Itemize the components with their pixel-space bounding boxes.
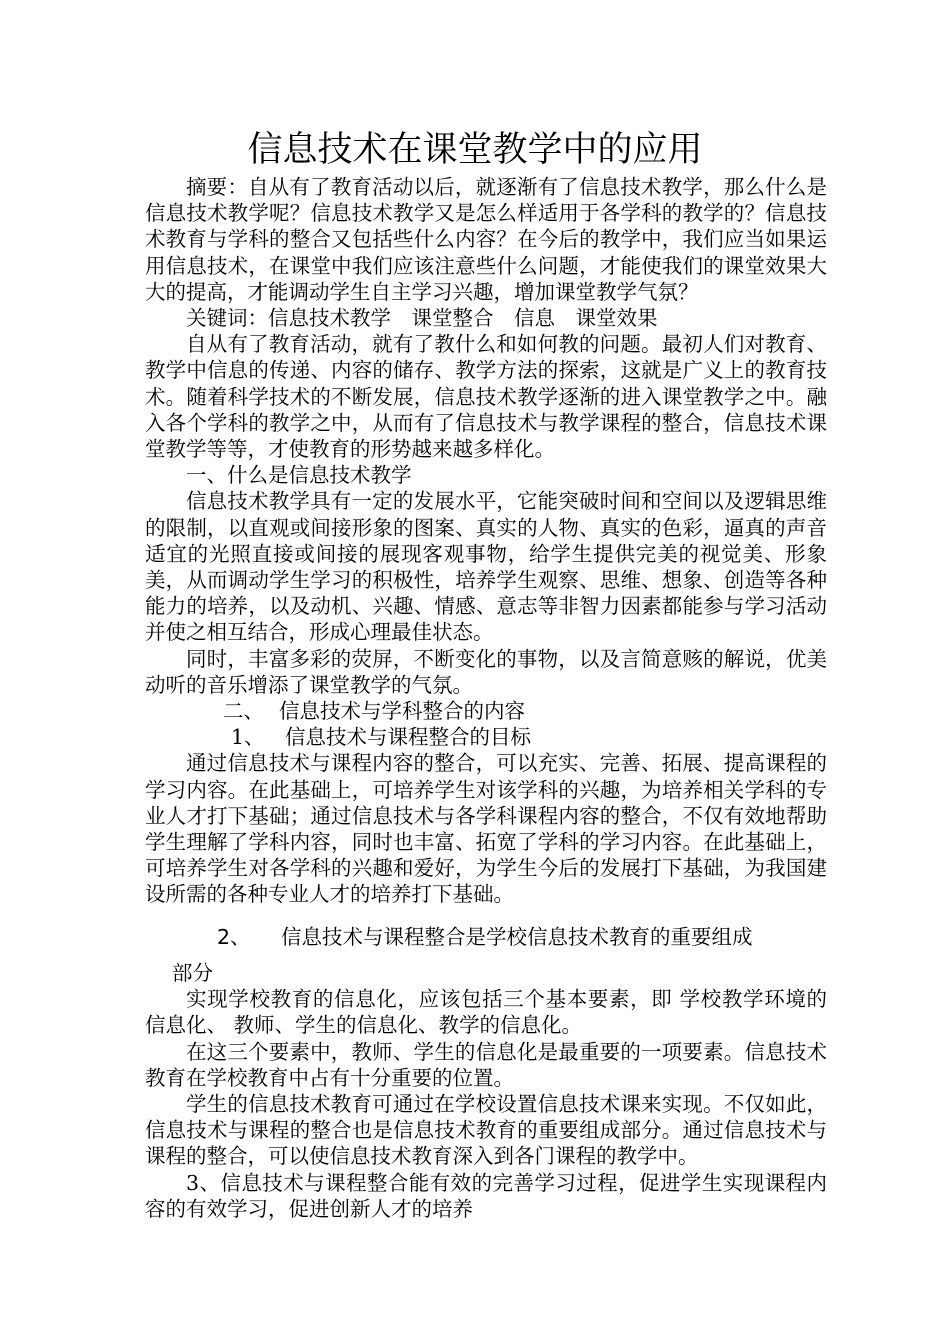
document-body [145,174,827,1222]
subsection2-number: 2、 [217,924,251,949]
intro-paragraph: 自从有了教育活动，就有了教什么和如何教的问题。最初人们对教育、教学中信息的传递、内容的储存、教学方法的探索，这就是广义上的教育技术。随着科学技术的不断发展，信息技术教学逐渐的进入课堂教学之中。融入各个学科的教学之中，从而有了信息技术与教学课程的整合，信息技术课堂教学等等，才使教育的形势越来越多样化。 [145,332,827,462]
subsection1-number: 1、 [231,725,265,750]
subsection1-paragraph: 通过信息技术与课程内容的整合，可以充实、完善、拓展、提高课程的学习内容。在此基础上，可培养学生对该学科的兴趣，为培养相关学科的专业人才打下基础；通过信息技术与各学科课程内容的整合，不仅有效地帮助学生理解了学科内容，同时也丰富、拓宽了学科的学习内容。在此基础上，可培养学生对各学科的兴趣和爱好，为学生今后的发展打下基础，为我国建设所需的各种专业人才的培养打下基础。 [145,751,827,907]
section1-heading: 一、什么是信息技术教学 [186,463,412,488]
subsection2-paragraph-1: 实现学校教育的信息化，应该包括三个基本要素，即 学校教学环境的信息化、 教师、学生的信息化、教学的信息化。 [145,987,827,1038]
section2-heading [145,698,827,724]
subsection2-heading-continuation: 部分 [172,960,213,985]
subsection2-heading [145,924,827,950]
section1-paragraph-1: 信息技术教学具有一定的发展水平，它能突破时间和空间以及逻辑思维的限制，以直观或间接形象的图案、真实的人物、真实的色彩，逼真的声音适宜的光照直接或间接的展现客观事物，给学生提供完美的视觉美、形象美，从而调动学生学习的积极性，培养学生观察、思维、想象、创造等各种能力的培养，以及动机、兴趣、情感、意志等非智力因素都能参与学习活动并使之相互结合，形成心理最佳状态。 [145,489,827,645]
subsection2-paragraph-3: 学生的信息技术教育可通过在学校设置信息技术课来实现。不仅如此，信息技术与课程的整合也是信息技术教育的重要组成部分。通过信息技术与课程的整合，可以使信息技术教育深入到各门课程的教学中。 [145,1091,827,1169]
section1-paragraph-2: 同时，丰富多彩的荧屏，不断变化的事物，以及言简意赅的解说，优美动听的音乐增添了课堂教学的气氛。 [145,646,827,697]
abstract-paragraph: 摘要：自从有了教育活动以后，就逐渐有了信息技术教学，那么什么是信息技术教学呢？信息技术教学又是怎么样适用于各学科的教学的？信息技术教育与学科的整合又包括些什么内容？在今后的教学中，我们应当如果运用信息技术，在课堂中我们应该注意些什么问题，才能使我们的课堂效果大大的提高，才能调动学生自主学习兴趣，增加课堂教学气氛？ [145,175,827,304]
subsection2-paragraph-2: 在这三个要素中，教师、学生的信息化是最重要的一项要素。信息技术教育在学校教育中占有十分重要的位置。 [145,1039,827,1090]
subsection2-heading-text: 信息技术与课程整合是学校信息技术教育的重要组成 [281,924,753,949]
keywords-paragraph: 关键词：信息技术教学 课堂整合 信息 课堂效果 [186,306,658,331]
subsection1-heading-text: 信息技术与课程整合的目标 [285,725,531,750]
section2-heading-text: 信息技术与学科整合的内容 [279,699,525,724]
document-title: 信息技术在课堂教学中的应用 [247,130,703,170]
subsection3-paragraph: 3、信息技术与课程整合能有效的完善学习过程，促进学生实现课程内容的有效学习，促进创新人才的培养 [145,1170,827,1221]
section2-number: 二、 [223,699,264,724]
subsection1-heading [145,724,827,750]
